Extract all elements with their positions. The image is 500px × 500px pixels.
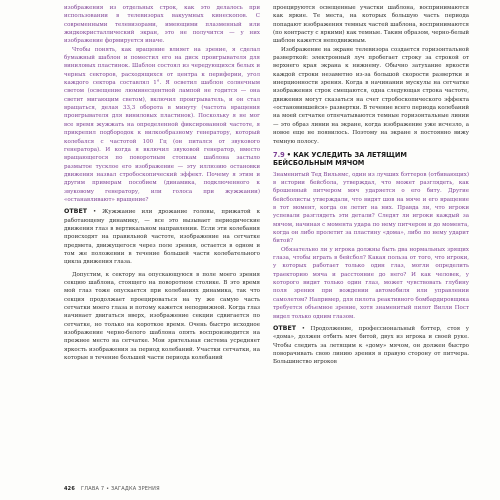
section-heading [273, 151, 469, 168]
right-paragraph-2: Изображение на экране телевизора создается горизонтальной разверткой: электронный луч пробегает строку за строкой от верхнего края экрана к нижнему. Обычно затухание яркости каждой строки незаметно из-за большой скорости развертки и инерционности зрения. Когда в начинании мускулы на сетчатке изображения строк смещаются, одна следующая строка частоте, движения могут сказаться на счет стробоскопического эффекта «остановившейся» развертки. В течение всего периода колебаний на моей сетчатке отпечатываются темные горизонтальные линии — это образ линии на экране, когда изображение уже исчезло, а новое еще не появилось. Поэтому на экране я постоянно вижу темную полосу. [273, 46, 469, 145]
left-paragraph-1: изображения из отдельных строк, как это делалось при использовании в телевизорах вакуумных кинескопов. С современными телевизорами, имеющими плазменный или жидкокристаллический экран, это не получится — у них изображение формируется иначе. [64, 5, 260, 45]
answer-text: • Жужжание или дрожание головы, прижатой к работающему динамику, — все это вызывает периодические движения глаз в вертикальном направлении. Если эти колебания происходят на правильной частоте, изображение на сетчатке предмета, движущегося через поле зрения, остается в одном и том же положении в течение большей части колебательного цикла движения глаза. [64, 209, 261, 266]
answer-label: ОТВЕТ [64, 208, 88, 216]
right-answer-paragraph [273, 325, 469, 367]
right-question-paragraph-2: Обязательно ли у игрока должны быть два нормальных зрящих глаза, чтобы играть в бейсбол? Какая польза от того, что игроки, у которых работает только один глаз, могли определить траекторию мяча и расстояние до него? И как человек, у которого видит только один глаз, может чувствовать глубину поля зрения при вождении автомобиля или управлении самолетом? Например, для пилота реактивного бомбардировщика требуется объемное зрение, хотя знаменитый пилот Вилли Пост видел только одним глазом. [273, 246, 469, 320]
right-paragraph-1: проецируются освещенные участки шаблона, воспринимаются как яркие. Те места, на которых большую часть периода попадают изображения темных частей шаблона, воспринимаются (по контрасту с яркими) как темные. Таким образом, черно-белый шаблон кажется неподвижным. [273, 5, 469, 45]
left-column [64, 4, 260, 362]
left-answer-paragraph [64, 208, 260, 266]
left-paragraph-3: Допустим, к сектору на опускающуюся в поле моего зрения секцию шаблона, стоящего на поворотном столике. В это время мой глаз тоже опускается при колебаниях динамика, так что секция продолжает проецироваться на ту же самую часть сетчатки моего глаза и потому кажется неподвижной. Когда глаз начинает двигаться вверх, изображение секции сдвигается по сетчатке, но только на короткое время. Очень быстро исходное изображение черно-белого шаблона опять воспроизводится на прежнее место на сетчатке. Мои зрительная система усредняет яркость изображения за период колебаний. Участки сетчатки, на которые в течение большей части периода колебаний [64, 271, 260, 362]
left-paragraph-2: Чтобы понять, как вращение влияет на зрение, я сделал бумажный шаблон и поместил его на диск проигрывателя для виниловых пластинок. Шаблон состоял из чередующихся белых и черных секторов, расходящихся от центра к периферии, угол каждого сектора составлял 1°. Я осветил шаблон солнечным светом (освещение люминесцентной лампой не годится — она светит мигающим светом), включил проигрыватель, и он стал вращаться, делая 33,3 оборота в минуту (частота вращения проигрывателя для виниловых пластинок). Поскольку я не мог все время жужжать на определенной фиксированной частоте, я прикрепил подбородок к вилкообразному генератору, который колебался с частотой 100 Гц (он питался от звукового генератора). И когда я включил звуковой генератор, вместо вращающегося по поворотным стопкам шаблона застыло размытое тусклое его изображение — эту иллюзию остановки движения назвал стробоскопический эффект. Почему я этим и другим примерам пособием (динамика, подключенного к звуковому генератору, или голоса при жужжании) «останавливают» вращение? [64, 46, 260, 203]
right-question-paragraph-1: Знаменитый Тед Вильямс, один из лучших бэттеров (отбивающих) в истории бейсбола, утверждал, что может разглядеть, как брошенный питчером мяч ударяется о его биту. Другие бейсболисты утверждали, что видят шов на мяче и его вращение в тот момент, когда он летит на них. Правда ли, что игроки успевали разглядеть эти детали? Следят ли игроки каждый за мячом, начиная с момента удара по нему питчером и до момента, когда он либо пролетит за пластину «дома», либо по нему ударит битой? [273, 171, 469, 245]
right-column [273, 4, 469, 367]
section-number: 7.9 [273, 150, 285, 159]
page-footer [64, 486, 160, 492]
section-title: • КАК УСЛЕДИТЬ ЗА ЛЕТЯЩИМ БЕЙСБОЛЬНЫМ МЯЧОМ [273, 150, 407, 168]
answer-text: • Продолжение, профессиональный бэттер, стоя у «дома», должен отбить мяч битой, двух из игрока и своей руке. Чтобы следить за летящим к «дому» мячом, он должен быстро поворачивать свою линию зрения в правую сторону от питчера. Большинство игроков [273, 325, 470, 366]
chapter-title: ГЛАВА 7 • ЗАГАДКА ЗРЕНИЯ [81, 486, 160, 492]
page-number: 426 [64, 486, 76, 492]
answer-label: ОТВЕТ [273, 324, 297, 332]
